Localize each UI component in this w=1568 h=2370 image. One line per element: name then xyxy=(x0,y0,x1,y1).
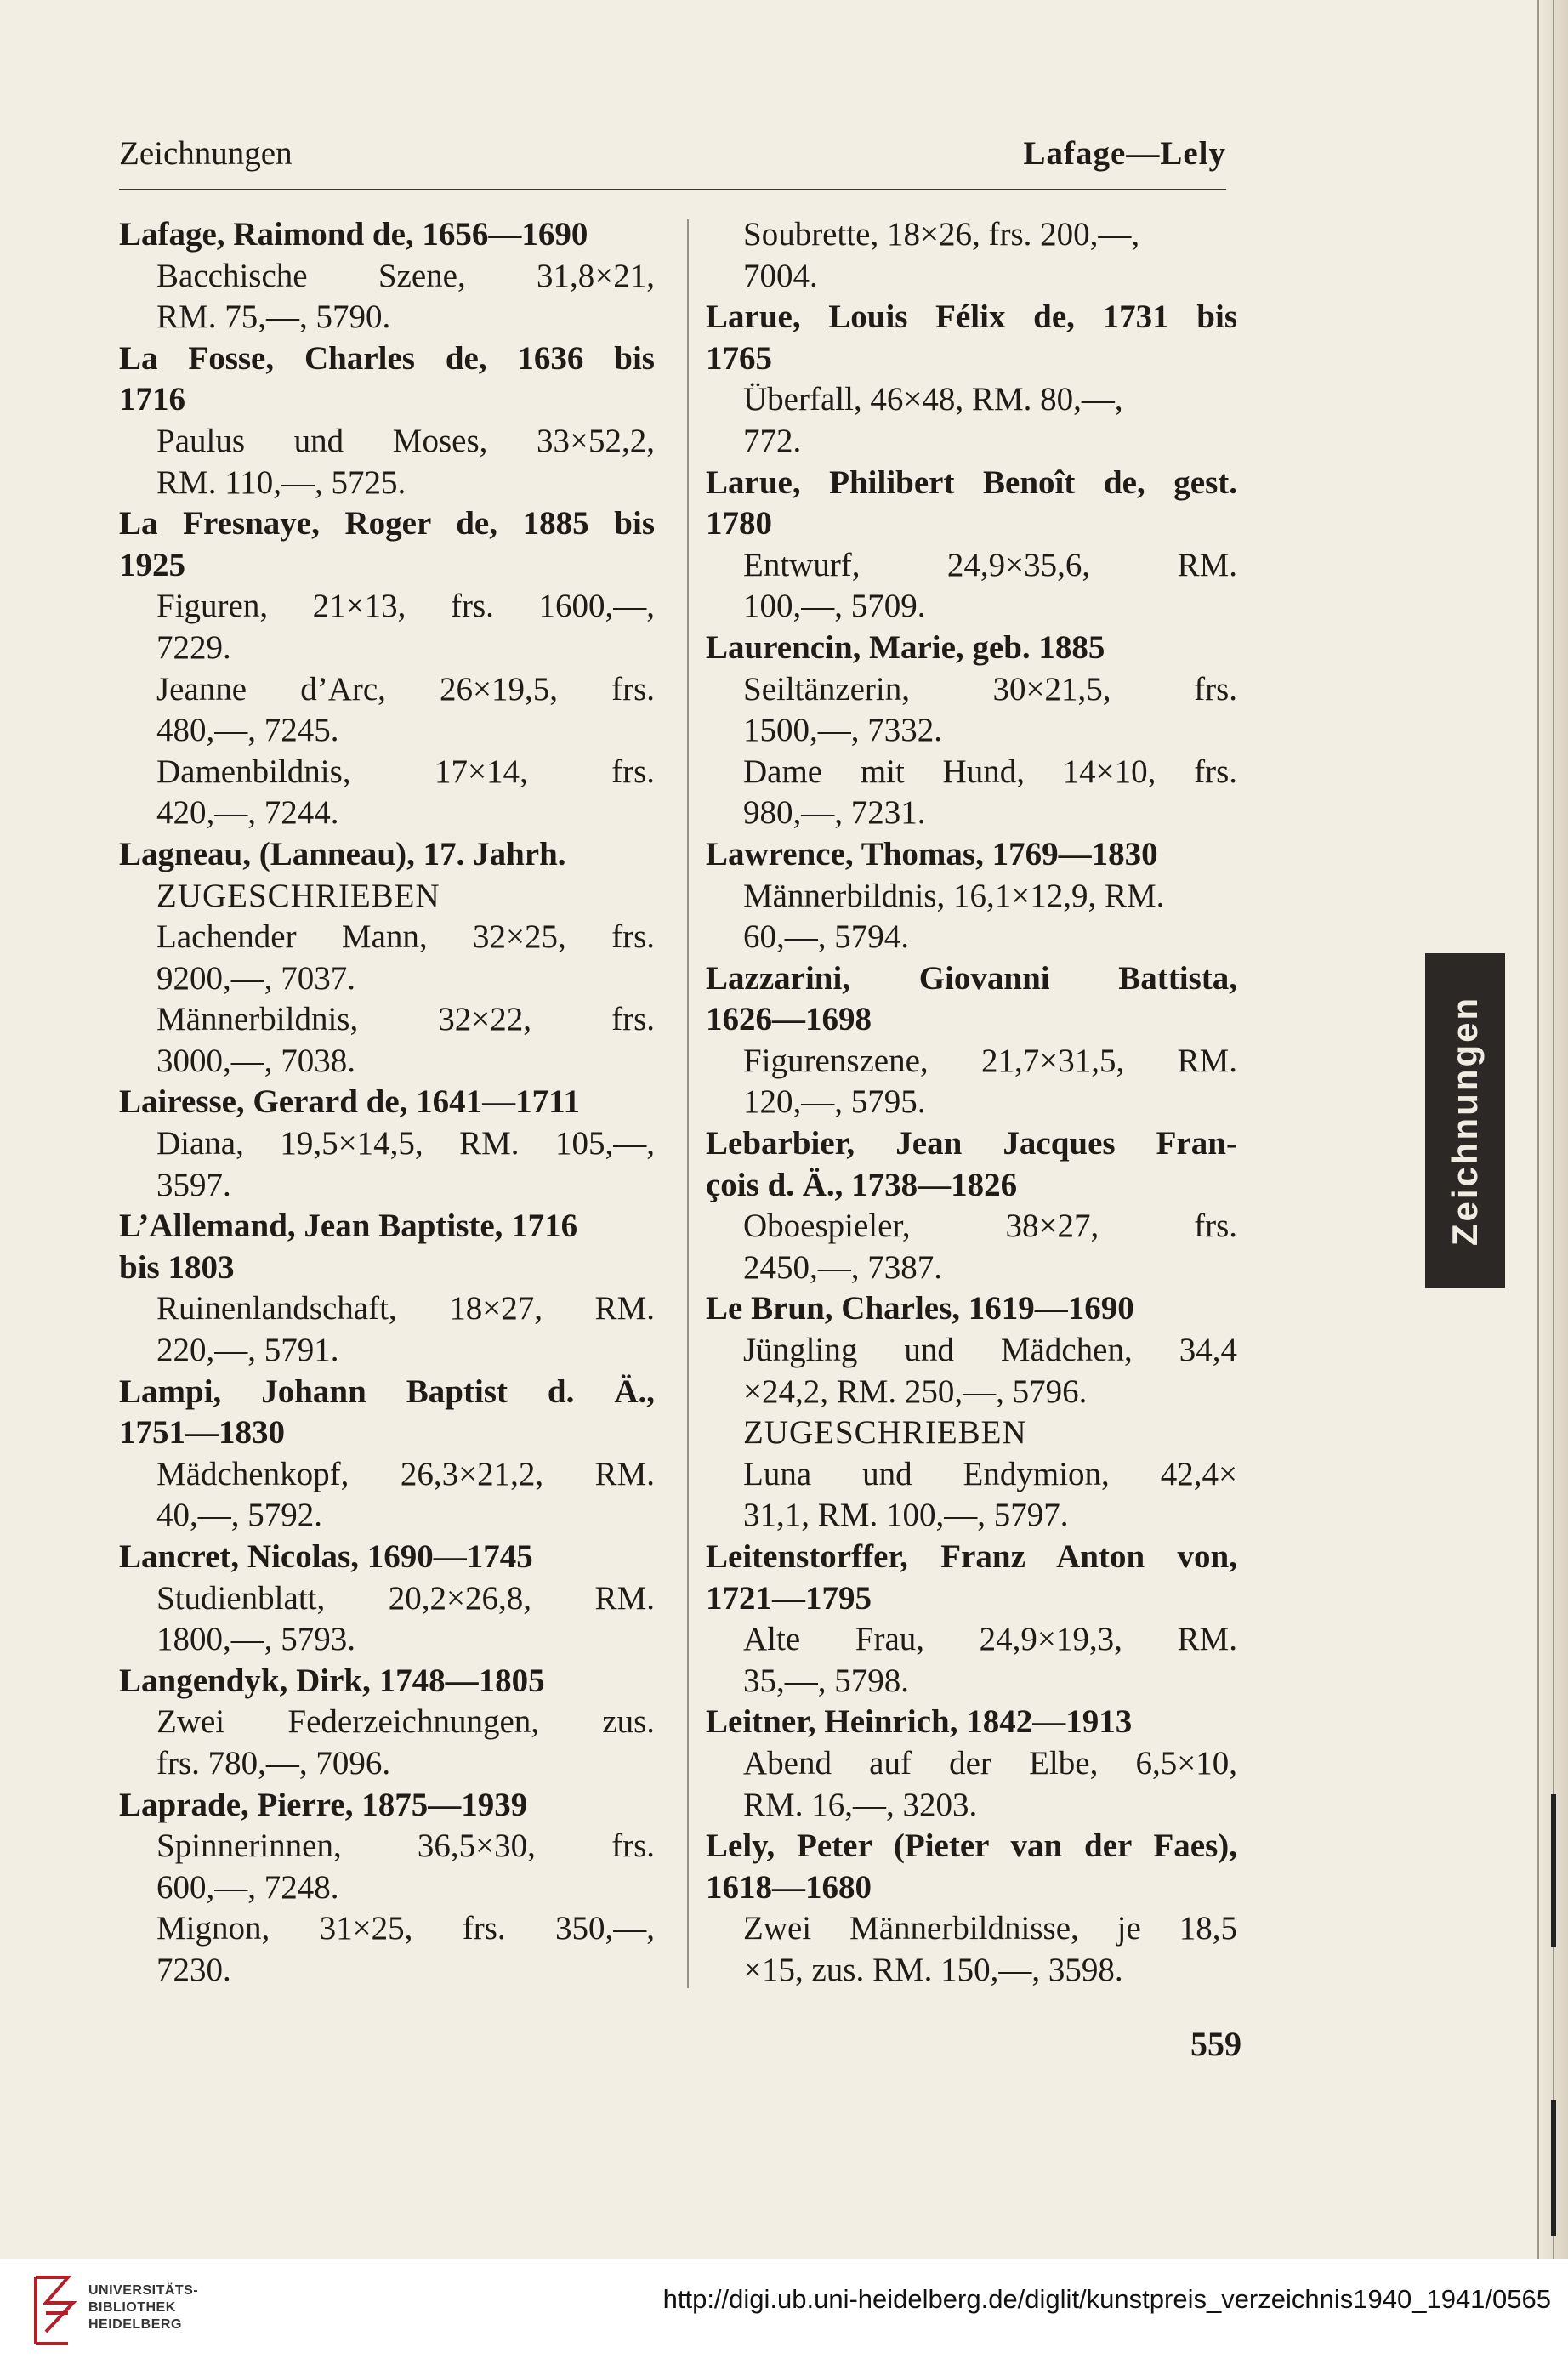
artwork-entry: Damenbildnis, 17×14, frs. xyxy=(156,753,655,790)
artwork-entry: Figuren, 21×13, frs. 1600,—, xyxy=(156,588,655,625)
artwork-entry: 600,—, 7248. xyxy=(156,1868,339,1906)
artwork-entry: Überfall, 46×48, RM. 80,—, xyxy=(743,381,1123,418)
library-name-line: HEIDELBERG xyxy=(88,2317,182,2332)
artwork-entry: Ruinenlandschaft, 18×27, RM. xyxy=(156,1290,655,1327)
artist-heading: 1780 xyxy=(706,505,772,543)
artwork-entry: 9200,—, 7037. xyxy=(156,959,355,997)
artwork-entry: Bacchische Szene, 31,8×21, xyxy=(156,257,655,294)
library-name-line: BIBLIOTHEK xyxy=(88,2300,176,2315)
artwork-entry: Abend auf der Elbe, 6,5×10, xyxy=(743,1744,1237,1782)
artist-heading: Lawrence, Thomas, 1769—1830 xyxy=(706,835,1158,872)
artwork-entry: ×15, zus. RM. 150,—, 3598. xyxy=(743,1951,1123,1988)
column-divider xyxy=(687,219,689,1988)
page-edge-mark xyxy=(1551,1794,1556,1947)
artwork-entry: Oboespieler, 38×27, frs. xyxy=(743,1208,1237,1245)
artwork-entry: ×24,2, RM. 250,—, 5796. xyxy=(743,1373,1088,1410)
artwork-entry: 980,—, 7231. xyxy=(743,794,926,832)
artist-heading: bis 1803 xyxy=(119,1248,235,1286)
artwork-entry: 60,—, 5794. xyxy=(743,918,909,956)
artwork-entry: RM. 16,—, 3203. xyxy=(743,1786,978,1823)
artist-heading: Leitenstorffer, Franz Anton von, xyxy=(706,1538,1237,1575)
artwork-entry: 220,—, 5791. xyxy=(156,1332,339,1369)
right-column xyxy=(706,214,1237,1992)
artist-heading: 1751—1830 xyxy=(119,1414,285,1452)
artist-heading: Laprade, Pierre, 1875—1939 xyxy=(119,1786,528,1823)
left-column xyxy=(119,214,655,1992)
artist-heading: La Fosse, Charles de, 1636 bis xyxy=(119,339,655,377)
artwork-entry: 7230. xyxy=(156,1951,231,1988)
artist-heading: Larue, Louis Félix de, 1731 bis xyxy=(706,298,1237,336)
attribution-label: ZUGESCHRIEBEN xyxy=(743,1414,1027,1452)
artist-heading: Lairesse, Gerard de, 1641—1711 xyxy=(119,1083,580,1121)
artist-heading: Lancret, Nicolas, 1690—1745 xyxy=(119,1538,533,1575)
running-head xyxy=(119,134,1226,185)
artwork-entry: frs. 780,—, 7096. xyxy=(156,1744,391,1782)
running-head-section: Zeichnungen xyxy=(119,135,293,172)
artwork-entry: 7004. xyxy=(743,257,818,294)
source-url-link[interactable]: http://digi.ub.uni-heidelberg.de/diglit/kunstpreis_verzeichnis1940_1941/0565 xyxy=(662,2284,1551,2314)
artist-heading: 1721—1795 xyxy=(706,1579,872,1617)
page-edge-mark xyxy=(1551,2100,1556,2236)
artist-heading: Lampi, Johann Baptist d. Ä., xyxy=(119,1373,655,1410)
artwork-entry: Spinnerinnen, 36,5×30, frs. xyxy=(156,1827,655,1865)
artwork-entry: 120,—, 5795. xyxy=(743,1083,926,1121)
artwork-entry: 35,—, 5798. xyxy=(743,1662,909,1699)
artist-heading: Lagneau, (Lanneau), 17. Jahrh. xyxy=(119,835,566,872)
artist-heading: Lely, Peter (Pieter van der Faes), xyxy=(706,1827,1237,1865)
artwork-entry: Zwei Männerbildnisse, je 18,5 xyxy=(743,1910,1237,1947)
library-logo-icon xyxy=(29,2272,80,2349)
artwork-entry: 1500,—, 7332. xyxy=(743,712,942,749)
artwork-entry: Jeanne d’Arc, 26×19,5, frs. xyxy=(156,670,655,708)
artwork-entry: Diana, 19,5×14,5, RM. 105,—, xyxy=(156,1125,655,1162)
artwork-entry: Seiltänzerin, 30×21,5, frs. xyxy=(743,670,1237,708)
artwork-entry: RM. 75,—, 5790. xyxy=(156,298,391,336)
artist-heading: L’Allemand, Jean Baptiste, 1716 xyxy=(119,1208,578,1245)
artwork-entry: Figurenszene, 21,7×31,5, RM. xyxy=(743,1042,1237,1079)
artist-heading: 1716 xyxy=(119,381,185,418)
artwork-entry: 3000,—, 7038. xyxy=(156,1042,355,1079)
artwork-entry: Männerbildnis, 32×22, frs. xyxy=(156,1001,655,1038)
artwork-entry: Männerbildnis, 16,1×12,9, RM. xyxy=(743,877,1165,914)
artwork-entry: Studienblatt, 20,2×26,8, RM. xyxy=(156,1579,655,1617)
artwork-entry: 7229. xyxy=(156,628,231,666)
artist-heading: Larue, Philibert Benoît de, gest. xyxy=(706,463,1237,501)
artwork-entry: 772. xyxy=(743,422,802,459)
artwork-entry: 31,1, RM. 100,—, 5797. xyxy=(743,1497,1069,1534)
artist-heading: Lafage, Raimond de, 1656—1690 xyxy=(119,216,588,253)
page-edge-line xyxy=(1537,0,1539,2259)
artwork-entry: Jüngling und Mädchen, 34,4 xyxy=(743,1332,1237,1369)
artist-heading: Le Brun, Charles, 1619—1690 xyxy=(706,1290,1134,1327)
artwork-entry: 480,—, 7245. xyxy=(156,712,339,749)
artist-heading: Leitner, Heinrich, 1842—1913 xyxy=(706,1703,1133,1741)
thumb-index-label: Zeichnungen xyxy=(1445,995,1485,1247)
header-rule xyxy=(119,189,1226,190)
artwork-entry: Soubrette, 18×26, frs. 200,—, xyxy=(743,216,1140,253)
artwork-entry: Lachender Mann, 32×25, frs. xyxy=(156,918,655,956)
artwork-entry: Alte Frau, 24,9×19,3, RM. xyxy=(743,1621,1237,1658)
artist-heading: çois d. Ä., 1738—1826 xyxy=(706,1166,1018,1203)
artwork-entry: Entwurf, 24,9×35,6, RM. xyxy=(743,546,1237,583)
artist-heading: 1765 xyxy=(706,339,772,377)
artist-heading: Lazzarini, Giovanni Battista, xyxy=(706,959,1237,997)
thumb-index-tab xyxy=(1425,953,1505,1288)
attribution-label: ZUGESCHRIEBEN xyxy=(156,877,440,914)
artwork-entry: 1800,—, 5793. xyxy=(156,1621,355,1658)
page-number: 559 xyxy=(1190,2025,1241,2063)
artist-heading: Langendyk, Dirk, 1748—1805 xyxy=(119,1662,545,1699)
artwork-entry: Dame mit Hund, 14×10, frs. xyxy=(743,753,1237,790)
artwork-entry: 40,—, 5792. xyxy=(156,1497,322,1534)
artist-heading: Laurencin, Marie, geb. 1885 xyxy=(706,628,1105,666)
artwork-entry: Luna und Endymion, 42,4× xyxy=(743,1455,1237,1492)
running-head-range: Lafage—Lely xyxy=(1023,135,1226,172)
artist-heading: La Fresnaye, Roger de, 1885 bis xyxy=(119,505,655,543)
artist-heading: 1618—1680 xyxy=(706,1868,872,1906)
library-name xyxy=(88,2282,198,2333)
artist-heading: 1626—1698 xyxy=(706,1001,872,1038)
artwork-entry: Mädchenkopf, 26,3×21,2, RM. xyxy=(156,1455,655,1492)
artwork-entry: RM. 110,—, 5725. xyxy=(156,463,406,501)
artwork-entry: 100,—, 5709. xyxy=(743,588,926,625)
artwork-entry: 420,—, 7244. xyxy=(156,794,339,832)
library-name-line: UNIVERSITÄTS- xyxy=(88,2283,199,2298)
artwork-entry: Paulus und Moses, 33×52,2, xyxy=(156,422,655,459)
artist-heading: Lebarbier, Jean Jacques Fran- xyxy=(706,1125,1237,1162)
artwork-entry: 2450,—, 7387. xyxy=(743,1248,942,1286)
artwork-entry: Mignon, 31×25, frs. 350,—, xyxy=(156,1910,655,1947)
artist-heading: 1925 xyxy=(119,546,185,583)
artwork-entry: 3597. xyxy=(156,1166,231,1203)
artwork-entry: Zwei Federzeichnungen, zus. xyxy=(156,1703,655,1741)
